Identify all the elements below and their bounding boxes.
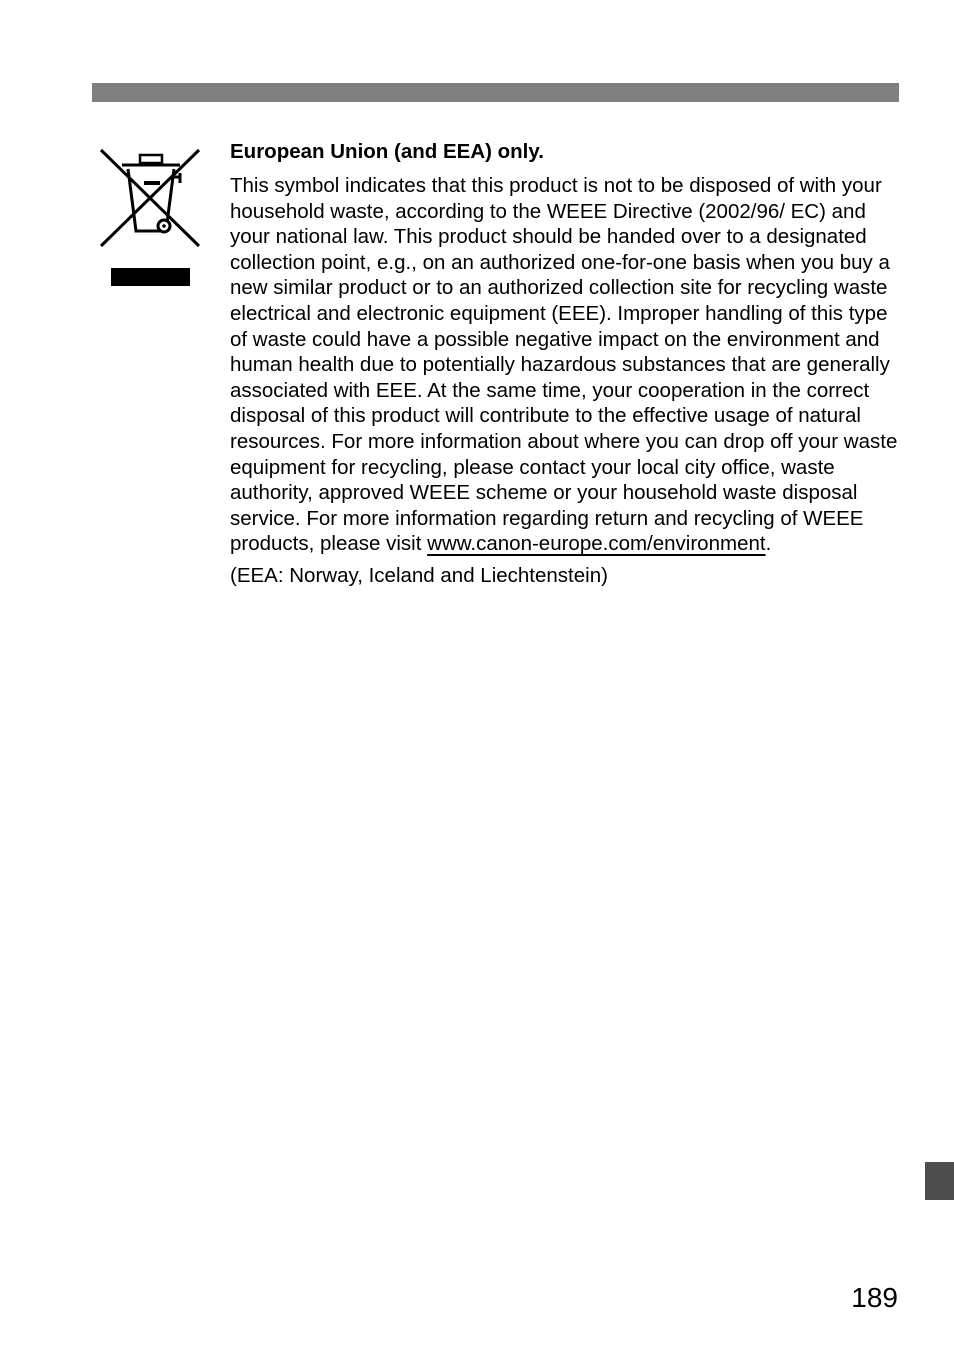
side-tab bbox=[925, 1162, 954, 1200]
environment-link[interactable]: www.canon-europe.com/environment bbox=[427, 532, 766, 556]
notice-heading: European Union (and EEA) only. bbox=[230, 140, 544, 163]
header-bar bbox=[92, 83, 899, 102]
eea-note: (EEA: Norway, Iceland and Liechtenstein) bbox=[230, 563, 608, 587]
notice-body bbox=[230, 173, 900, 557]
notice-body-text: This symbol indicates that this product is not to be disposed of with your household waste, according to the WEEE Directive (2002/96/ EC) and your national law. This product should be handed over to a designated collection point, e.g., on an authorized one-for-one basis when you buy a new similar product or to an authorized collection site for recycling waste electrical and electronic equipment (EEE). Improper handling of this type of waste could have a possible negative impact on the environment and human health due to potentially hazardous substances that are generally associated with EEE. At the same time, your cooperation in the correct disposal of this product will contribute to the effective usage of natural resources. For more information about where you can drop off your waste equipment for recycling, please contact your local city office, waste authority, approved WEEE scheme or your household waste disposal service. For more information regarding return and recycling of WEEE products, please visit bbox=[230, 174, 898, 556]
page-number: 189 bbox=[851, 1282, 898, 1313]
weee-notice bbox=[230, 139, 900, 589]
link-suffix: . bbox=[765, 532, 772, 556]
crossed-out-wheelie-bin-icon bbox=[98, 147, 202, 251]
weee-black-bar bbox=[111, 268, 190, 286]
